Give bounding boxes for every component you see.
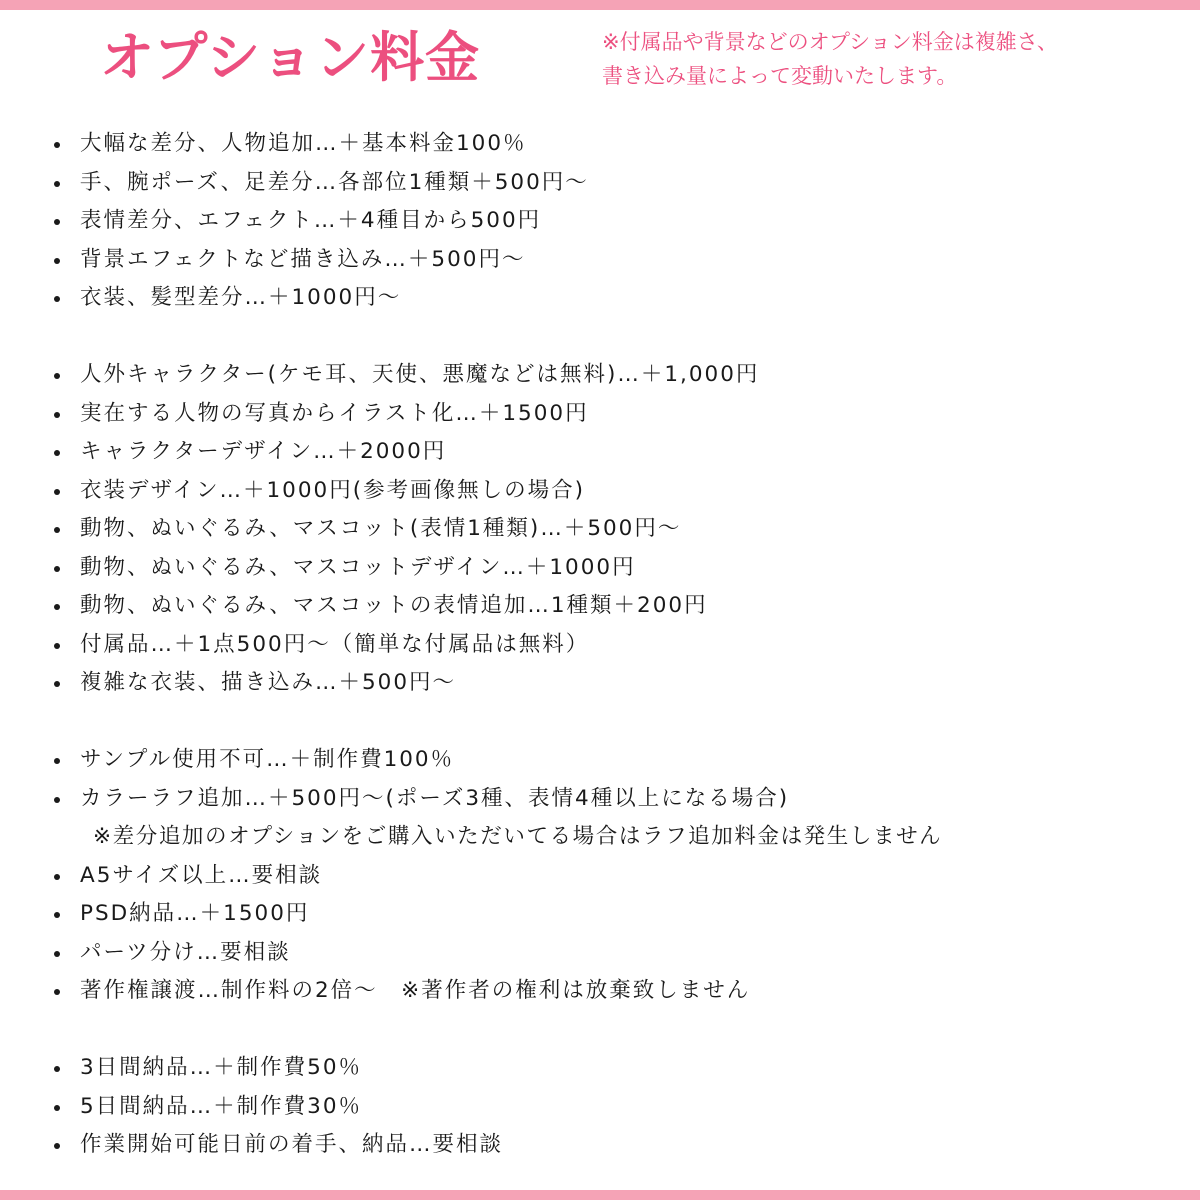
bullet-icon [54, 258, 60, 264]
item-text: 動物、ぬいぐるみ、マスコット(表情1種類)…＋500円〜 [80, 516, 682, 541]
top-border-band [0, 0, 1200, 10]
bullet-icon [54, 1066, 60, 1072]
bullet-icon [54, 489, 60, 495]
bullet-icon [54, 989, 60, 995]
note-line-2: 書き込み量によって変動いたします。 [602, 64, 958, 88]
list-item [50, 125, 1180, 164]
list-item [50, 356, 1180, 395]
list-item [50, 1088, 1180, 1127]
list-item [50, 934, 1180, 973]
bullet-icon [54, 643, 60, 649]
list-item [50, 857, 1180, 896]
list-item [50, 626, 1180, 665]
item-text: PSD納品…＋1500円 [80, 901, 310, 926]
bullet-icon [54, 142, 60, 148]
item-text: 著作権譲渡…制作料の2倍〜 ※著作者の権利は放棄致しません [80, 978, 751, 1003]
list-item [50, 1126, 1180, 1165]
price-variation-note [602, 25, 1182, 93]
item-text: 付属品…＋1点500円〜（簡単な付属品は無料） [80, 631, 590, 657]
item-text: パーツ分け…要相談 [80, 939, 291, 965]
bullet-icon [54, 604, 60, 610]
list-item [50, 587, 1180, 626]
item-text: A5サイズ以上…要相談 [80, 862, 323, 888]
item-text: 手、腕ポーズ、足差分…各部位1種類＋500円〜 [80, 169, 589, 195]
list-item [50, 895, 1180, 934]
item-text: 3日間納品…＋制作費50％ [80, 1055, 363, 1080]
list-item [50, 279, 1180, 318]
item-text: 衣装デザイン…＋1000円(参考画像無しの場合) [80, 477, 585, 503]
item-text: 作業開始可能日前の着手、納品…要相談 [80, 1132, 504, 1157]
bullet-icon [54, 450, 60, 456]
bullet-icon [54, 181, 60, 187]
item-text: サンプル使用不可…＋制作費100％ [80, 747, 455, 772]
list-item [50, 241, 1180, 280]
rough-sketch-sub-note: ※差分追加のオプションをご購入いただいてる場合はラフ追加料金は発生しません [93, 824, 943, 849]
option-group-variations [50, 125, 1180, 318]
item-text: 実在する人物の写真からイラスト化…＋1500円 [80, 400, 589, 426]
option-list [50, 125, 1180, 1165]
list-item [50, 1049, 1180, 1088]
item-text: キャラクターデザイン…＋2000円 [80, 439, 447, 464]
item-text: 大幅な差分、人物追加…＋基本料金100％ [80, 131, 527, 156]
list-item [50, 202, 1180, 241]
list-item [50, 164, 1180, 203]
item-text: 動物、ぬいぐるみ、マスコットデザイン…＋1000円 [80, 554, 636, 580]
bullet-icon [54, 527, 60, 533]
bullet-icon [54, 758, 60, 764]
item-text: 背景エフェクトなど描き込み…＋500円〜 [80, 246, 526, 272]
bottom-border-band [0, 1190, 1200, 1200]
item-text: 動物、ぬいぐるみ、マスコットの表情追加…1種類＋200円 [80, 593, 708, 618]
list-item [50, 972, 1180, 1011]
bullet-icon [54, 951, 60, 957]
option-group-express [50, 1049, 1180, 1165]
item-text: 表情差分、エフェクト…＋4種目から500円 [80, 208, 542, 233]
list-item [50, 549, 1180, 588]
bullet-icon [54, 681, 60, 687]
item-text: 5日間納品…＋制作費30％ [80, 1093, 363, 1119]
item-text: 複雑な衣装、描き込み…＋500円〜 [80, 670, 457, 695]
bullet-icon [54, 874, 60, 880]
bullet-icon [54, 797, 60, 803]
item-text: 人外キャラクター(ケモ耳、天使、悪魔などは無料)…＋1,000円 [80, 362, 760, 387]
list-item [50, 664, 1180, 703]
option-group-usage-delivery [50, 741, 1180, 1011]
bullet-icon [54, 219, 60, 225]
list-item [50, 510, 1180, 549]
bullet-icon [54, 412, 60, 418]
page-title: オプション料金 [100, 26, 481, 89]
bullet-icon [54, 566, 60, 572]
option-group-characters [50, 356, 1180, 703]
bullet-icon [54, 1143, 60, 1149]
list-item [50, 395, 1180, 434]
list-item [50, 741, 1180, 780]
list-item [50, 433, 1180, 472]
bullet-icon [54, 373, 60, 379]
item-text: 衣装、髪型差分…＋1000円〜 [80, 285, 402, 310]
bullet-icon [54, 1105, 60, 1111]
list-item [50, 472, 1180, 511]
bullet-icon [54, 296, 60, 302]
list-item [50, 780, 1180, 819]
bullet-icon [54, 912, 60, 918]
item-text: カラーラフ追加…＋500円〜(ポーズ3種、表情4種以上になる場合) [80, 785, 790, 811]
note-line-1: ※付属品や背景などのオプション料金は複雑さ、 [602, 30, 1058, 54]
